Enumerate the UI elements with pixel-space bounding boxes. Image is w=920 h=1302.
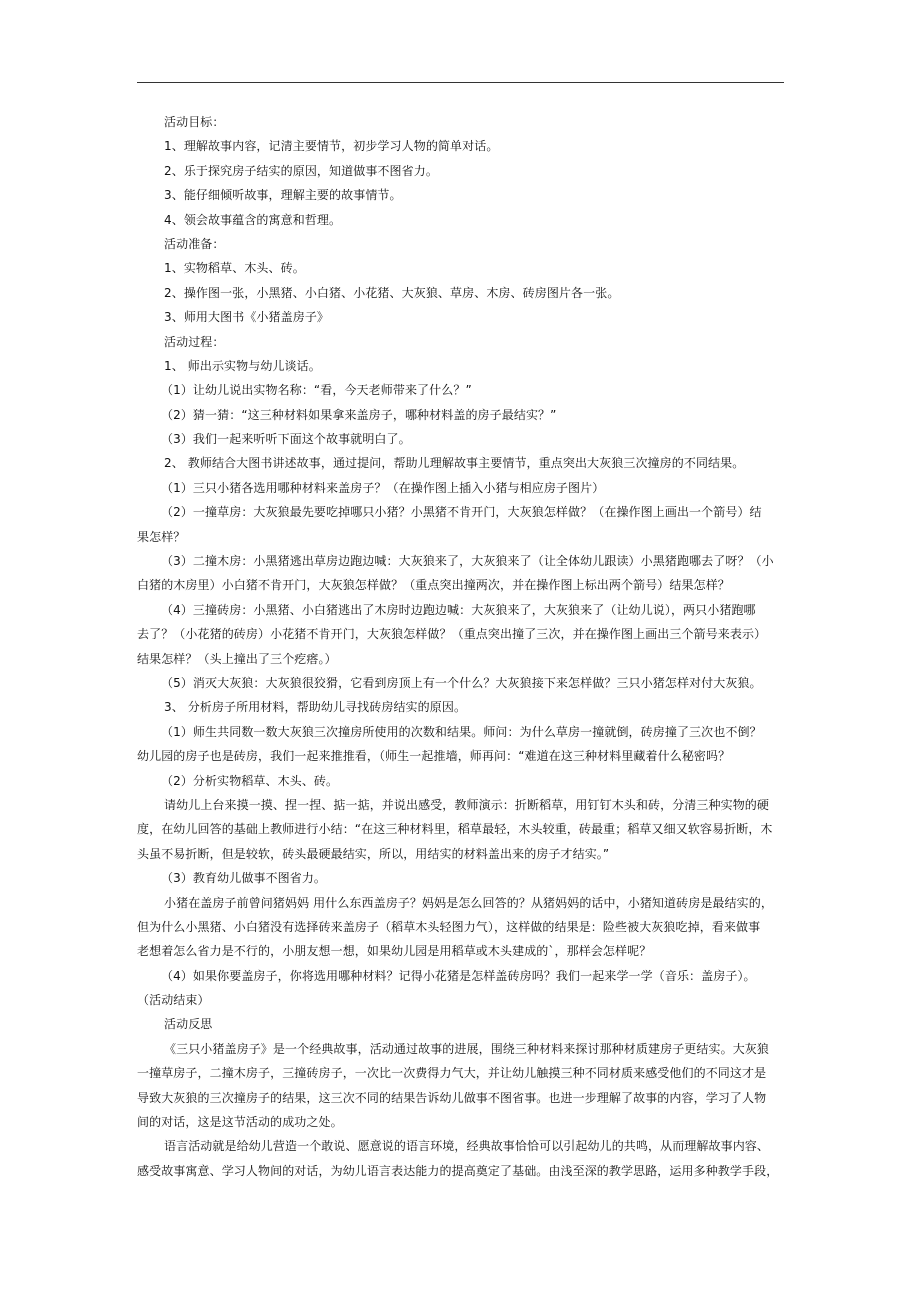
section-heading-prep: 活动准备：: [164, 236, 225, 251]
paragraph-line: （2）一撞草房：大灰狼最先要吃掉哪只小猪？小黑猪不肯开门，大灰狼怎样做？（在操作图上画出一个箭号）结: [161, 505, 762, 520]
paragraph-line: 一撞草房子，二撞木房子，三撞砖房子，一次比一次费得力气大，并让幼儿触摸三种不同材质来感受他们的不同这才是: [137, 1066, 767, 1081]
document-body: [137, 110, 784, 1183]
section-heading-process: 活动过程：: [164, 334, 225, 349]
paragraph-line: 小猪在盖房子前曾问猪妈妈 用什么东西盖房子？妈妈是怎么回答的？从猪妈妈的话中，小猪知道砖房是最结实的，: [164, 895, 773, 910]
paragraph-line: 3、师用大图书《小猪盖房子》: [164, 310, 330, 325]
paragraph-line: （3）我们一起来听听下面这个故事就明白了。: [161, 432, 411, 447]
paragraph-line: （4）三撞砖房：小黑猪、小白猪逃出了木房时边跑边喊：大灰狼来了，大灰狼来了（让幼儿说），两只小猪跑哪: [161, 602, 756, 617]
paragraph-line: （3）二撞木房：小黑猪逃出草房边跑边喊：大灰狼来了，大灰狼来了（让全体幼儿跟读）小黑猪跑哪去了呀？（小: [161, 554, 774, 569]
paragraph-line: （4）如果你要盖房子，你将选用哪种材料？记得小花猪是怎样盖砖房吗？我们一起来学一学（音乐：盖房子）。: [161, 968, 756, 983]
header-rule: [137, 82, 784, 83]
paragraph-line: 3、 分析房子所用材料，帮助幼儿寻找砖房结实的原因。: [164, 700, 467, 715]
paragraph-line: （活动结束）: [137, 993, 210, 1008]
section-heading-goals: 活动目标：: [164, 115, 225, 129]
paragraph-line: 1、理解故事内容，记清主要情节，初步学习人物的简单对话。: [164, 139, 499, 154]
paragraph-line: 请幼儿上台来摸一摸、捏一捏、掂一掂，并说出感受，教师演示：折断稻草，用钉钉木头和砖，分清三种实物的硬: [164, 797, 770, 812]
paragraph-line: （1）师生共同数一数大灰狼三次撞房所使用的次数和结果。师问：为什么草房一撞就倒，砖房撞了三次也不倒？: [161, 724, 762, 739]
paragraph-line: （2）猜一猜：“这三种材料如果拿来盖房子，哪种材料盖的房子最结实？”: [161, 407, 557, 422]
paragraph-line: 导致大灰狼的三次撞房子的结果，这三次不同的结果告诉幼儿做事不图省事。也进一步理解了故事的内容，学习了人物: [137, 1090, 767, 1105]
paragraph-line: 度，在幼儿回答的基础上教师进行小结：“在这三种材料里，稻草最轻，木头较重，砖最重；稻草又细又软容易折断，木: [137, 822, 773, 837]
paragraph-line: （2）分析实物稻草、木头、砖。: [161, 773, 339, 788]
paragraph-line: 感受故事寓意、学习人物间的对话，为幼儿语言表达能力的提高奠定了基础。由浅至深的教学思路，运用多种教学手段，: [137, 1163, 779, 1178]
paragraph-line: 老想着怎么省力是不行的，小朋友想一想，如果幼儿园是用稻草或木头建成的`，那样会怎样呢？: [137, 944, 652, 959]
paragraph-line: 头虽不易折断，但是较软，砖头最硬最结实，所以，用结实的材料盖出来的房子才结实。”: [137, 846, 610, 861]
paragraph-line: 但为什么小黑猪、小白猪没有选择砖来盖房子（稻草木头轻图力气），这样做的结果是：险些被大灰狼吃掉，看来做事: [137, 919, 761, 934]
paragraph-line: 幼儿园的房子也是砖房，我们一起来推推看，（师生一起推墙，师再问：“难道在这三种材料里藏着什么秘密吗？: [137, 749, 731, 764]
paragraph-line: 1、 师出示实物与幼儿谈话。: [164, 358, 321, 373]
paragraph-line: 1、实物稻草、木头、砖。: [164, 261, 305, 276]
paragraph-line: 2、操作图一张，小黑猪、小白猪、小花猪、大灰狼、草房、木房、砖房图片各一张。: [164, 285, 620, 300]
paragraph-line: 果怎样？: [137, 529, 186, 544]
section-heading-reflection: 活动反思: [164, 1017, 213, 1032]
paragraph-line: （1）让幼儿说出实物名称：“看，今天老师带来了什么？”: [161, 383, 472, 398]
paragraph-line: （5）消灭大灰狼：大灰狼很狡猾，它看到房顶上有一个什么？大灰狼接下来怎样做？三只小猪怎样对付大灰狼。: [161, 675, 762, 690]
paragraph-line: 4、领会故事蕴含的寓意和哲理。: [164, 212, 342, 227]
paragraph-line: 2、 教师结合大图书讲述故事，通过提问，帮助儿理解故事主要情节，重点突出大灰狼三次撞房的不同结果。: [164, 456, 745, 471]
paragraph-line: 2、乐于探究房子结实的原因，知道做事不图省力。: [164, 163, 438, 178]
paragraph-line: 语言活动就是给幼儿营造一个敢说、愿意说的语言环境，经典故事恰恰可以引起幼儿的共鸣，从而理解故事内容、: [164, 1139, 770, 1154]
paragraph-line: 去了？（小花猪的砖房）小花猪不肯开门，大灰狼怎样做？（重点突出撞了三次，并在操作图上画出三个箭号来表示）: [137, 627, 767, 642]
paragraph-line: （3）教育幼儿做事不图省力。: [161, 871, 327, 886]
paragraph-line: 间的对话，这是这节活动的成功之处。: [137, 1115, 343, 1130]
paragraph-line: 白猪的木房里）小白猪不肯开门，大灰狼怎样做？（重点突出撞两次，并在操作图上标出两个箭号）结果怎样？: [137, 578, 730, 593]
paragraph-line: 3、能仔细倾听故事，理解主要的故事情节。: [164, 188, 402, 203]
paragraph-line: （1）三只小猪各选用哪种材料来盖房子？（在操作图上插入小猪与相应房子图片）: [161, 480, 605, 495]
paragraph-line: 《三只小猪盖房子》是一个经典故事，活动通过故事的进展，围绕三种材料来探讨那种材质建房子更结实。大灰狼: [164, 1041, 770, 1056]
paragraph-line: 结果怎样？（头上撞出了三个疙瘩。）: [137, 651, 337, 666]
